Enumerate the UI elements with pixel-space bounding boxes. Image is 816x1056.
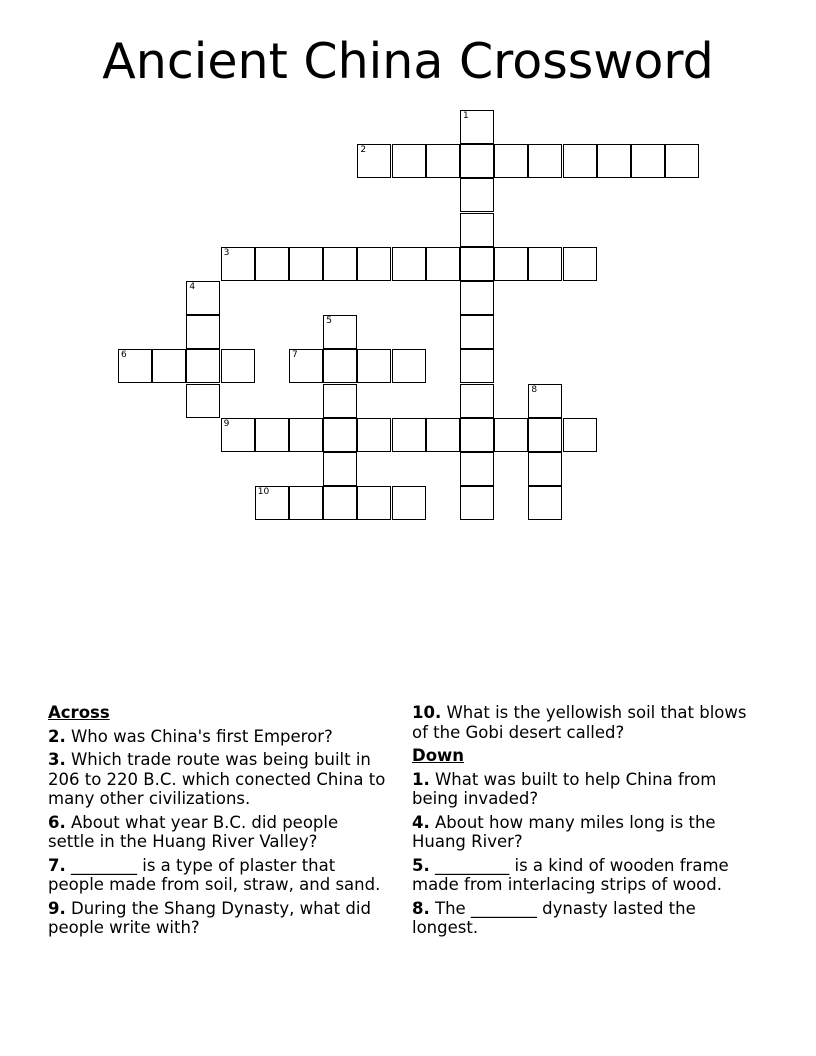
grid-cell[interactable] — [460, 418, 494, 452]
clue-down-5 — [412, 856, 764, 895]
clue-across-3 — [48, 750, 388, 809]
cell-number: 1 — [463, 111, 469, 121]
grid-cell[interactable] — [323, 349, 357, 383]
grid-cell[interactable] — [323, 315, 357, 349]
grid-cell[interactable] — [357, 418, 391, 452]
clue-text: Who was China's first Emperor? — [65, 726, 333, 746]
grid-cell[interactable] — [186, 315, 220, 349]
clue-down-4 — [412, 813, 764, 852]
clue-text: What was built to help China from being invaded? — [412, 769, 717, 808]
clue-text: About how many miles long is the Huang River? — [412, 812, 716, 851]
grid-cell[interactable] — [289, 247, 323, 281]
grid-cell[interactable] — [494, 144, 528, 178]
grid-cell[interactable] — [563, 144, 597, 178]
grid-cell[interactable] — [392, 247, 426, 281]
grid-cell[interactable] — [665, 144, 699, 178]
cell-number: 7 — [292, 350, 298, 361]
grid-cell[interactable] — [323, 452, 357, 486]
cell-number: 6 — [121, 350, 127, 361]
grid-cell[interactable] — [460, 452, 494, 486]
grid-cell[interactable] — [357, 486, 391, 520]
page-title: Ancient China Crossword — [102, 33, 714, 90]
grid-cell[interactable] — [460, 144, 494, 178]
cell-number: 9 — [223, 418, 230, 429]
grid-cell[interactable] — [563, 247, 597, 281]
clue-text: About what year B.C. did people settle in the Huang River Valley? — [48, 812, 339, 851]
grid-cell[interactable] — [392, 418, 426, 452]
grid-cell[interactable] — [186, 384, 220, 418]
clue-across-9 — [48, 899, 388, 938]
clue-number: 4. — [412, 812, 430, 832]
grid-cell[interactable] — [426, 418, 460, 452]
grid-cell[interactable] — [460, 349, 494, 383]
grid-cell[interactable] — [392, 349, 426, 383]
cell-number: 5 — [326, 316, 332, 327]
grid-cell[interactable] — [563, 418, 597, 452]
grid-cell[interactable] — [392, 486, 426, 520]
grid-cell[interactable] — [460, 486, 494, 520]
grid-cell[interactable] — [426, 247, 460, 281]
grid-cell[interactable] — [528, 144, 562, 178]
cell-number: 4 — [189, 282, 196, 292]
grid-cell[interactable] — [289, 418, 323, 452]
grid-cell[interactable] — [426, 144, 460, 178]
grid-cell[interactable] — [323, 486, 357, 520]
clue-number: 10. — [412, 703, 442, 722]
grid-cell[interactable] — [152, 349, 186, 383]
grid-cell[interactable] — [357, 144, 391, 178]
clue-number: 9. — [48, 898, 66, 918]
grid-cell[interactable] — [221, 418, 255, 452]
grid-cell[interactable] — [221, 349, 255, 383]
clues-left-column — [48, 703, 388, 942]
clue-number: 6. — [48, 812, 66, 832]
grid-cell[interactable] — [494, 418, 528, 452]
grid-cell[interactable] — [255, 418, 289, 452]
clue-number: 7. — [48, 855, 66, 875]
grid-cell[interactable] — [118, 349, 152, 383]
grid-cell[interactable] — [528, 452, 562, 486]
across-heading: Across — [48, 703, 110, 722]
clue-number: 3. — [48, 750, 66, 769]
grid-cell[interactable] — [357, 349, 391, 383]
clue-across-10 — [412, 703, 764, 742]
grid-cell[interactable] — [460, 384, 494, 418]
grid-cell[interactable] — [528, 384, 562, 418]
clue-number: 2. — [48, 726, 66, 746]
cell-number: 10 — [257, 487, 270, 498]
grid-cell[interactable] — [528, 486, 562, 520]
clue-text: Which trade route was being built in 206 to 220 B.C. which conected China to many other civilizations. — [48, 750, 386, 808]
clue-number: 5. — [412, 855, 430, 875]
clue-across-7 — [48, 856, 388, 895]
clue-text: _________ is a kind of wooden frame made from interlacing strips of wood. — [412, 855, 729, 894]
grid-cell[interactable] — [357, 247, 391, 281]
grid-cell[interactable] — [255, 486, 289, 520]
grid-cell[interactable] — [460, 247, 494, 281]
cell-number: 2 — [360, 145, 367, 156]
grid-cell[interactable] — [289, 349, 323, 383]
down-heading: Down — [412, 746, 465, 765]
grid-cell[interactable] — [597, 144, 631, 178]
grid-cell[interactable] — [186, 349, 220, 383]
grid-cell[interactable] — [323, 418, 357, 452]
clue-number: 1. — [412, 769, 430, 789]
grid-cell[interactable] — [460, 213, 494, 247]
grid-cell[interactable] — [460, 178, 494, 212]
clues-right-column — [412, 703, 764, 942]
clue-down-8 — [412, 899, 764, 938]
grid-cell[interactable] — [323, 247, 357, 281]
clue-text: What is the yellowish soil that blows of the Gobi desert called? — [412, 703, 747, 742]
grid-cell[interactable] — [289, 486, 323, 520]
grid-cell[interactable] — [255, 247, 289, 281]
clue-text: ________ is a type of plaster that people made from soil, straw, and sand. — [48, 855, 381, 894]
clue-down-1 — [412, 770, 764, 809]
cell-number: 8 — [531, 384, 538, 395]
grid-cell[interactable] — [460, 110, 494, 144]
clue-text: The ________ dynasty lasted the longest. — [412, 898, 696, 937]
clue-across-2 — [48, 727, 388, 747]
grid-cell[interactable] — [631, 144, 665, 178]
grid-cell[interactable] — [528, 418, 562, 452]
grid-cell[interactable] — [392, 144, 426, 178]
grid-cell[interactable] — [494, 247, 528, 281]
clue-number: 8. — [412, 898, 430, 918]
clue-text: During the Shang Dynasty, what did people write with? — [48, 898, 371, 937]
grid-cell[interactable] — [221, 247, 255, 281]
grid-cell[interactable] — [460, 315, 494, 349]
grid-cell[interactable] — [460, 281, 494, 315]
grid-cell[interactable] — [528, 247, 562, 281]
grid-cell[interactable] — [323, 384, 357, 418]
grid-cell[interactable] — [186, 281, 220, 315]
cell-number: 3 — [223, 247, 230, 258]
clue-across-6 — [48, 813, 388, 852]
